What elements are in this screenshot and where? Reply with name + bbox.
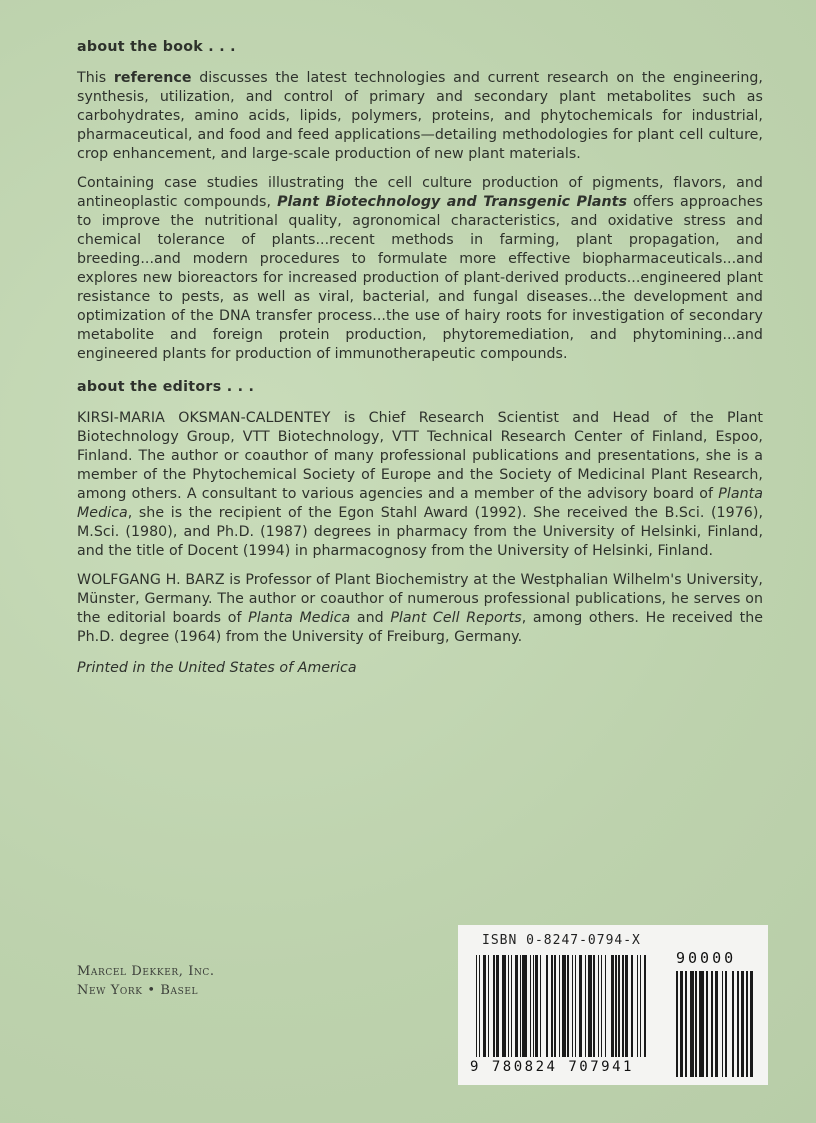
editor-1-bio: KIRSI-MARIA OKSMAN-CALDENTEY is Chief Research Scientist and Head of the Plant Biotechnology Group, VTT Biotechnology, VTT Technical Research Center of Finland, Espoo, Finland. The author or coauthor of many professional publications and presentations, she is a member of the Phytochemical Society of Europe and the Society of Medicinal Plant Research, among others. A consultant to various agencies and a member of the advisory board of Planta Medica, she is the recipient of the Egon Stahl Award (1992). She received the B.Sci. (1976), M.Sci. (1980), and Ph.D. (1987) degrees in pharmacy from the University of Helsinki, Finland, and the title of Docent (1994) in pharmacognosy from the University of Helsinki, Finland. <box>77 410 763 559</box>
barcode-bar <box>732 971 734 1077</box>
price-addon-digits: 90000 <box>676 949 737 967</box>
barcode-bar <box>695 971 697 1077</box>
about-book-paragraph-2: Containing case studies illustrating the cell culture production of pigments, flavors, and antineoplastic compounds, Plant Biotechnology and Transgenic Plants offers approaches to improve the nutritional quality, agronomical characteristics, and oxidative stress and chemical tolerance of plants...recent methods in farming, plant propagation, and breeding...and modern procedures to formulate more effective biopharmaceuticals...and explores new bioreactors for increased production of plant-derived products...engineered plant resistance to pests, as well as viral, bacterial, and fungal diseases...the development and optimization of the DNA transfer process...the use of hairy roots for investigation of secondary metabolite and foreign protein production, phytoremediation, and phytomining...and engineered plants for production of immunotherapeutic compounds. <box>77 175 763 362</box>
barcode-bar <box>711 971 713 1077</box>
barcode-box <box>458 925 768 1085</box>
publisher-location: New York • Basel <box>77 983 199 998</box>
price-addon-barcode <box>676 971 761 1077</box>
about-editors-heading: about the editors . . . <box>77 379 255 395</box>
editor-2-bio: WOLFGANG H. BARZ is Professor of Plant Biochemistry at the Westphalian Wilhelm's University, Münster, Germany. The author or coauthor of numerous professional publications, he serves on the editorial boards of Planta Medica and Plant Cell Reports, among others. He received the Ph.D. degree (1964) from the University of Freiburg, Germany. <box>77 572 764 645</box>
publisher-imprint <box>77 962 215 1000</box>
barcode-bar <box>746 971 748 1077</box>
barcode-bar <box>680 971 684 1077</box>
barcode-bar <box>750 971 754 1077</box>
printed-in-usa: Printed in the United States of America <box>77 660 357 676</box>
barcode-bar <box>737 971 739 1077</box>
barcode-bar <box>706 971 708 1077</box>
barcode-bar <box>715 971 719 1077</box>
barcode-bar <box>699 971 704 1077</box>
ean-digits: 9 780824 707941 <box>464 1057 664 1077</box>
back-cover-text <box>77 30 763 688</box>
isbn-number: ISBN 0-8247-0794-X <box>482 933 641 948</box>
barcode-bar <box>690 971 694 1077</box>
book-title: Plant Biotechnology and Transgenic Plants <box>277 194 628 210</box>
about-book-heading: about the book . . . <box>77 39 236 55</box>
about-book-paragraph-1: This reference discusses the latest technologies and current research on the engineering, synthesis, utilization, and control of primary and secondary plant metabolites such as carbohydrates, amino acids, lipids, polymers, proteins, and phytochemicals for industrial, pharmaceutical, and food and feed applications—detailing methodologies for plant cell culture, crop enhancement, and large-scale production of new plant materials. <box>77 70 763 162</box>
barcode-bar <box>741 971 745 1077</box>
barcode-bar <box>725 971 727 1077</box>
barcode-bar <box>722 971 724 1077</box>
publisher-name: Marcel Dekker, Inc. <box>77 964 215 979</box>
reference-bold: reference <box>113 70 192 86</box>
barcode-bar <box>685 971 687 1077</box>
barcode-bar <box>676 971 678 1077</box>
